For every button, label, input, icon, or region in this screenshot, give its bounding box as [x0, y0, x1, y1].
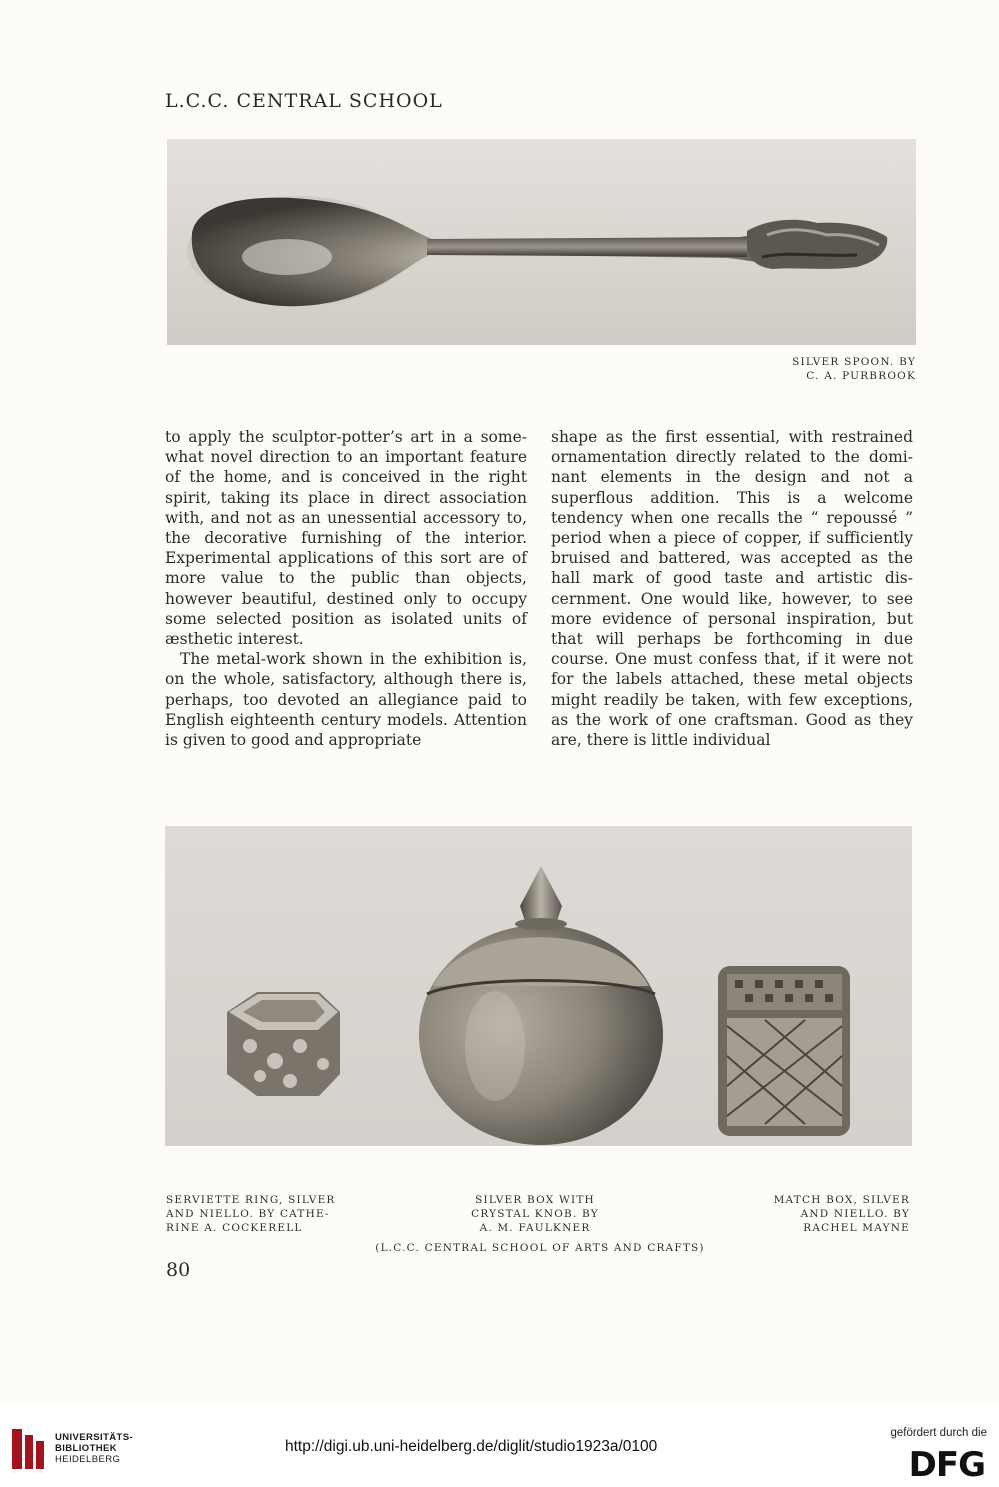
dfg-logo: DFG [908, 1445, 985, 1485]
library-logo-icon [10, 1427, 50, 1471]
caption-serviette-ring [166, 1193, 336, 1235]
paragraph: The metal-work shown in the exhibition is, on the whole, satisfactory, although there is, perhaps, too devoted an allegiance paid to English eighteenth century models. Attention is given to good and appropriate [165, 650, 527, 750]
caption-line: A. M. FAULKNER [479, 1222, 591, 1234]
silver-spoon-image [167, 139, 916, 345]
caption-silver-box [450, 1193, 620, 1235]
permalink-url[interactable]: http://digi.ub.uni-heidelberg.de/diglit/studio1923a/0100 [285, 1438, 658, 1455]
library-name [55, 1432, 133, 1465]
caption-line: MATCH BOX, SILVER [773, 1194, 910, 1206]
caption-line: SILVER SPOON. BY [792, 356, 916, 368]
caption-line: SILVER BOX WITH [475, 1194, 595, 1206]
plate-metal-objects [165, 826, 912, 1475]
library-line: UNIVERSITÄTS- [55, 1432, 134, 1443]
paragraph: to apply the sculptor-potter’s art in a some-what novel direction to an important feature of the home, and is conceived in the right spirit, taking its place in direct association with, and not as an unessential accessory to, the decorative furnishing of the interior. Experimental applications of this sort are of more value to the public than objects, however beautiful, destined only to occupy some selected position as isolated units of æsthetic interest. [165, 428, 527, 649]
paragraph: shape as the first essential, with restrained ornamentation directly related to the domi-nant elements in the design and not a superflous addition. This is a welcome tendency when one recalls the “ repoussé ” period when a piece of copper, if sufficiently bruised and battered, was accepted as the hall mark of good taste and artistic dis-cernment. One would like, however, to see more evidence of personal inspiration, but that will perhaps be forthcoming in due course. One must confess that, if it were not for the labels attached, these metal objects might readily be taken, with few exceptions, as the work of one craftsman. Good as they are, there is little individual [551, 428, 913, 750]
footer-bar [0, 1405, 999, 1487]
page-number: 80 [166, 1259, 191, 1281]
plate-credit: (L.C.C. CENTRAL SCHOOL OF ARTS AND CRAFTS) [375, 1242, 705, 1254]
caption-line: C. A. PURBROOK [806, 370, 916, 382]
text-column-left [165, 427, 527, 750]
caption-line: CRYSTAL KNOB. BY [471, 1208, 599, 1220]
library-line: HEIDELBERG [55, 1454, 121, 1465]
running-head: L.C.C. CENTRAL SCHOOL [165, 90, 443, 112]
metal-objects-image [165, 826, 912, 1475]
plate-silver-spoon [167, 139, 916, 345]
caption-match-box [740, 1193, 910, 1235]
caption-line: AND NIELLO. BY [800, 1208, 910, 1220]
caption-line: SERVIETTE RING, SILVER [166, 1194, 336, 1206]
caption-line: RACHEL MAYNE [803, 1222, 910, 1234]
text-column-right [551, 427, 913, 750]
library-line: BIBLIOTHEK [55, 1443, 118, 1454]
caption-line: AND NIELLO. BY CATHE- [166, 1208, 330, 1220]
caption-line: RINE A. COCKERELL [166, 1222, 303, 1234]
funding-note: gefördert durch die [890, 1427, 987, 1439]
caption-silver-spoon [760, 355, 916, 383]
